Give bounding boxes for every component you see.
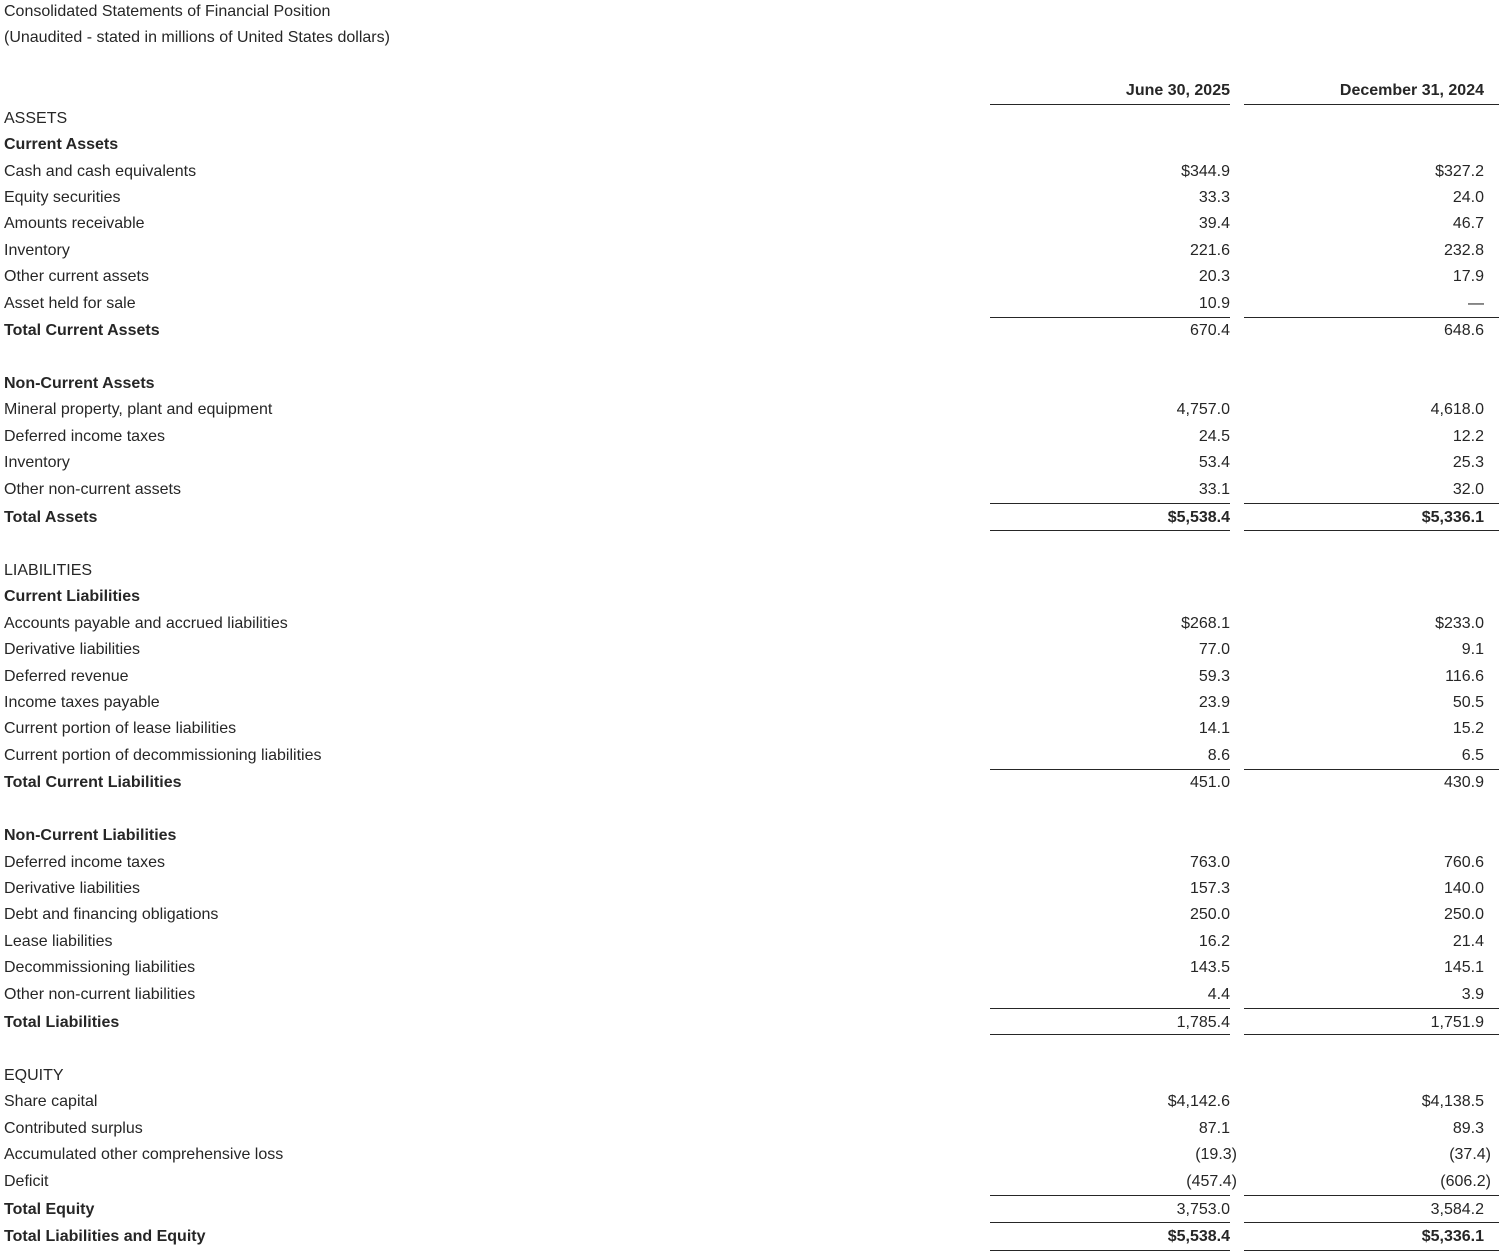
row-label: Share capital — [4, 1093, 98, 1110]
value-december-2024: 4,618.0 — [1430, 401, 1484, 418]
total-rule — [1244, 1250, 1499, 1251]
subtotal-rule — [990, 503, 1230, 504]
header-rule — [1244, 104, 1499, 105]
row-label: Deferred revenue — [4, 668, 129, 685]
row-label: Amounts receivable — [4, 215, 145, 232]
value-december-2024: 9.1 — [1461, 641, 1484, 658]
row-label: Inventory — [4, 242, 70, 259]
value-december-2024: 250.0 — [1443, 906, 1484, 923]
value-june-2025: 670.4 — [1189, 322, 1230, 339]
row-label: Current Liabilities — [4, 588, 141, 605]
value-june-2025: 8.6 — [1207, 747, 1230, 764]
value-june-2025: 250.0 — [1189, 906, 1230, 923]
row-label: Accounts payable and accrued liabilities — [4, 615, 288, 632]
value-december-2024: 25.3 — [1452, 454, 1484, 471]
row-label: Derivative liabilities — [4, 880, 141, 897]
total-rule — [990, 1250, 1230, 1251]
value-december-2024: 89.3 — [1452, 1120, 1484, 1137]
value-december-2024: $5,336.1 — [1421, 1228, 1484, 1245]
row-label: Non-Current Liabilities — [4, 827, 177, 844]
total-row — [0, 320, 1507, 342]
row-label: Other current assets — [4, 268, 149, 285]
value-december-2024: 430.9 — [1443, 774, 1484, 791]
table-row — [0, 1091, 1507, 1113]
row-label: Other non-current assets — [4, 481, 181, 498]
table-row — [0, 1171, 1507, 1193]
value-june-2025: (19.3) — [1195, 1146, 1237, 1163]
value-june-2025: 77.0 — [1198, 641, 1230, 658]
value-december-2024: 116.6 — [1445, 668, 1484, 685]
table-row — [0, 931, 1507, 953]
value-december-2024: 3.9 — [1461, 986, 1484, 1003]
subtotal-rule — [990, 1195, 1230, 1196]
value-june-2025: 33.1 — [1198, 481, 1230, 498]
value-june-2025: 16.2 — [1198, 933, 1230, 950]
column-header-december-2024: December 31, 2024 — [1339, 82, 1484, 99]
value-december-2024: 648.6 — [1443, 322, 1484, 339]
table-row — [0, 479, 1507, 501]
value-june-2025: 59.3 — [1198, 668, 1230, 685]
value-december-2024: $327.2 — [1435, 163, 1484, 180]
table-row — [0, 984, 1507, 1006]
table-row — [0, 426, 1507, 448]
row-label: Equity securities — [4, 189, 121, 206]
table-row — [0, 452, 1507, 474]
total-row — [0, 1226, 1507, 1248]
value-december-2024: (606.2) — [1440, 1173, 1491, 1190]
value-june-2025: 4,757.0 — [1176, 401, 1230, 418]
table-row — [0, 745, 1507, 767]
row-label: Asset held for sale — [4, 295, 136, 312]
row-label: Total Liabilities — [4, 1014, 120, 1031]
value-june-2025: (457.4) — [1186, 1173, 1237, 1190]
value-june-2025: 33.3 — [1198, 189, 1230, 206]
value-december-2024: — — [1468, 295, 1484, 312]
total-row — [0, 507, 1507, 529]
row-label: Non-Current Assets — [4, 375, 155, 392]
table-row — [0, 266, 1507, 288]
value-june-2025: $4,142.6 — [1167, 1093, 1230, 1110]
row-label: Contributed surplus — [4, 1120, 143, 1137]
value-june-2025: 451.0 — [1189, 774, 1230, 791]
value-june-2025: 20.3 — [1198, 268, 1230, 285]
subtotal-rule — [1244, 1195, 1499, 1196]
row-label: Total Equity — [4, 1201, 95, 1218]
row-label: Mineral property, plant and equipment — [4, 401, 273, 418]
table-row — [0, 213, 1507, 235]
total-row — [0, 1199, 1507, 1221]
value-december-2024: 15.2 — [1452, 720, 1484, 737]
value-june-2025: 24.5 — [1198, 428, 1230, 445]
column-header-june-2025: June 30, 2025 — [1125, 82, 1230, 99]
table-row — [0, 718, 1507, 740]
value-december-2024: 46.7 — [1452, 215, 1484, 232]
value-december-2024: $4,138.5 — [1421, 1093, 1484, 1110]
table-row — [0, 904, 1507, 926]
subtotal-rule — [990, 317, 1230, 318]
subtotal-rule — [1244, 317, 1499, 318]
row-label: Current portion of decommissioning liabilities — [4, 747, 322, 764]
subsection-heading — [0, 825, 1507, 847]
row-label: Deferred income taxes — [4, 428, 165, 445]
subtotal-rule — [1244, 1008, 1499, 1009]
value-june-2025: 14.1 — [1198, 720, 1230, 737]
table-row — [0, 692, 1507, 714]
row-label: Total Current Assets — [4, 322, 160, 339]
table-row — [0, 1144, 1507, 1166]
value-december-2024: 32.0 — [1452, 481, 1484, 498]
value-december-2024: 3,584.2 — [1430, 1201, 1484, 1218]
value-december-2024: 17.9 — [1452, 268, 1484, 285]
subsection-heading — [0, 373, 1507, 395]
value-december-2024: 6.5 — [1461, 747, 1484, 764]
row-label: Total Current Liabilities — [4, 774, 182, 791]
value-june-2025: 143.5 — [1189, 959, 1230, 976]
table-row — [0, 852, 1507, 874]
statement-title: Consolidated Statements of Financial Position — [4, 3, 331, 20]
subtotal-rule — [990, 1222, 1230, 1223]
subtotal-rule — [1244, 1222, 1499, 1223]
row-label: Other non-current liabilities — [4, 986, 196, 1003]
value-june-2025: 221.6 — [1189, 242, 1230, 259]
row-label: Total Liabilities and Equity — [4, 1228, 206, 1245]
total-row — [0, 1012, 1507, 1034]
value-june-2025: $344.9 — [1181, 163, 1230, 180]
value-december-2024: 1,751.9 — [1430, 1014, 1484, 1031]
row-label: LIABILITIES — [4, 562, 93, 579]
value-june-2025: 3,753.0 — [1176, 1201, 1230, 1218]
value-june-2025: 23.9 — [1198, 694, 1230, 711]
subtotal-rule — [990, 769, 1230, 770]
total-rule — [1244, 1034, 1499, 1035]
row-label: Income taxes payable — [4, 694, 160, 711]
total-row — [0, 772, 1507, 794]
value-june-2025: $5,538.4 — [1167, 509, 1230, 526]
value-june-2025: $268.1 — [1181, 615, 1230, 632]
subsection-heading — [0, 586, 1507, 608]
value-june-2025: 157.3 — [1189, 880, 1230, 897]
table-row — [0, 613, 1507, 635]
value-june-2025: $5,538.4 — [1167, 1228, 1230, 1245]
section-heading-equity — [0, 1065, 1507, 1087]
section-heading-liabilities — [0, 560, 1507, 582]
value-june-2025: 10.9 — [1198, 295, 1230, 312]
header-rule — [990, 104, 1230, 105]
row-label: Lease liabilities — [4, 933, 113, 950]
row-label: Decommissioning liabilities — [4, 959, 196, 976]
table-row — [0, 399, 1507, 421]
value-december-2024: $233.0 — [1435, 615, 1484, 632]
table-row — [0, 639, 1507, 661]
table-row — [0, 957, 1507, 979]
row-label: EQUITY — [4, 1067, 64, 1084]
value-december-2024: 232.8 — [1443, 242, 1484, 259]
table-row — [0, 161, 1507, 183]
table-row — [0, 293, 1507, 315]
value-december-2024: 50.5 — [1452, 694, 1484, 711]
value-june-2025: 53.4 — [1198, 454, 1230, 471]
value-december-2024: $5,336.1 — [1421, 509, 1484, 526]
value-june-2025: 4.4 — [1207, 986, 1230, 1003]
row-label: Inventory — [4, 454, 70, 471]
row-label: Deferred income taxes — [4, 854, 165, 871]
table-row — [0, 666, 1507, 688]
value-december-2024: (37.4) — [1449, 1146, 1491, 1163]
value-december-2024: 21.4 — [1452, 933, 1484, 950]
row-label: ASSETS — [4, 110, 68, 127]
value-december-2024: 140.0 — [1443, 880, 1484, 897]
table-row — [0, 187, 1507, 209]
row-label: Current portion of lease liabilities — [4, 720, 237, 737]
value-december-2024: 145.1 — [1443, 959, 1484, 976]
value-december-2024: 12.2 — [1452, 428, 1484, 445]
section-heading-assets — [0, 108, 1507, 130]
row-label: Debt and financing obligations — [4, 906, 219, 923]
row-label: Deficit — [4, 1173, 49, 1190]
row-label: Total Assets — [4, 509, 98, 526]
value-june-2025: 87.1 — [1198, 1120, 1230, 1137]
subtotal-rule — [1244, 503, 1499, 504]
value-december-2024: 24.0 — [1452, 189, 1484, 206]
value-june-2025: 39.4 — [1198, 215, 1230, 232]
value-june-2025: 763.0 — [1189, 854, 1230, 871]
subsection-heading — [0, 134, 1507, 156]
statement-subtitle: (Unaudited - stated in millions of United States dollars) — [4, 29, 390, 46]
row-label: Accumulated other comprehensive loss — [4, 1146, 284, 1163]
total-rule — [990, 530, 1230, 531]
row-label: Cash and cash equivalents — [4, 163, 197, 180]
row-label: Derivative liabilities — [4, 641, 141, 658]
table-row — [0, 240, 1507, 262]
subtotal-rule — [1244, 769, 1499, 770]
total-rule — [1244, 530, 1499, 531]
row-label: Current Assets — [4, 136, 119, 153]
subtotal-rule — [990, 1008, 1230, 1009]
total-rule — [990, 1034, 1230, 1035]
table-row — [0, 878, 1507, 900]
table-row — [0, 1118, 1507, 1140]
value-december-2024: 760.6 — [1443, 854, 1484, 871]
value-june-2025: 1,785.4 — [1176, 1014, 1230, 1031]
